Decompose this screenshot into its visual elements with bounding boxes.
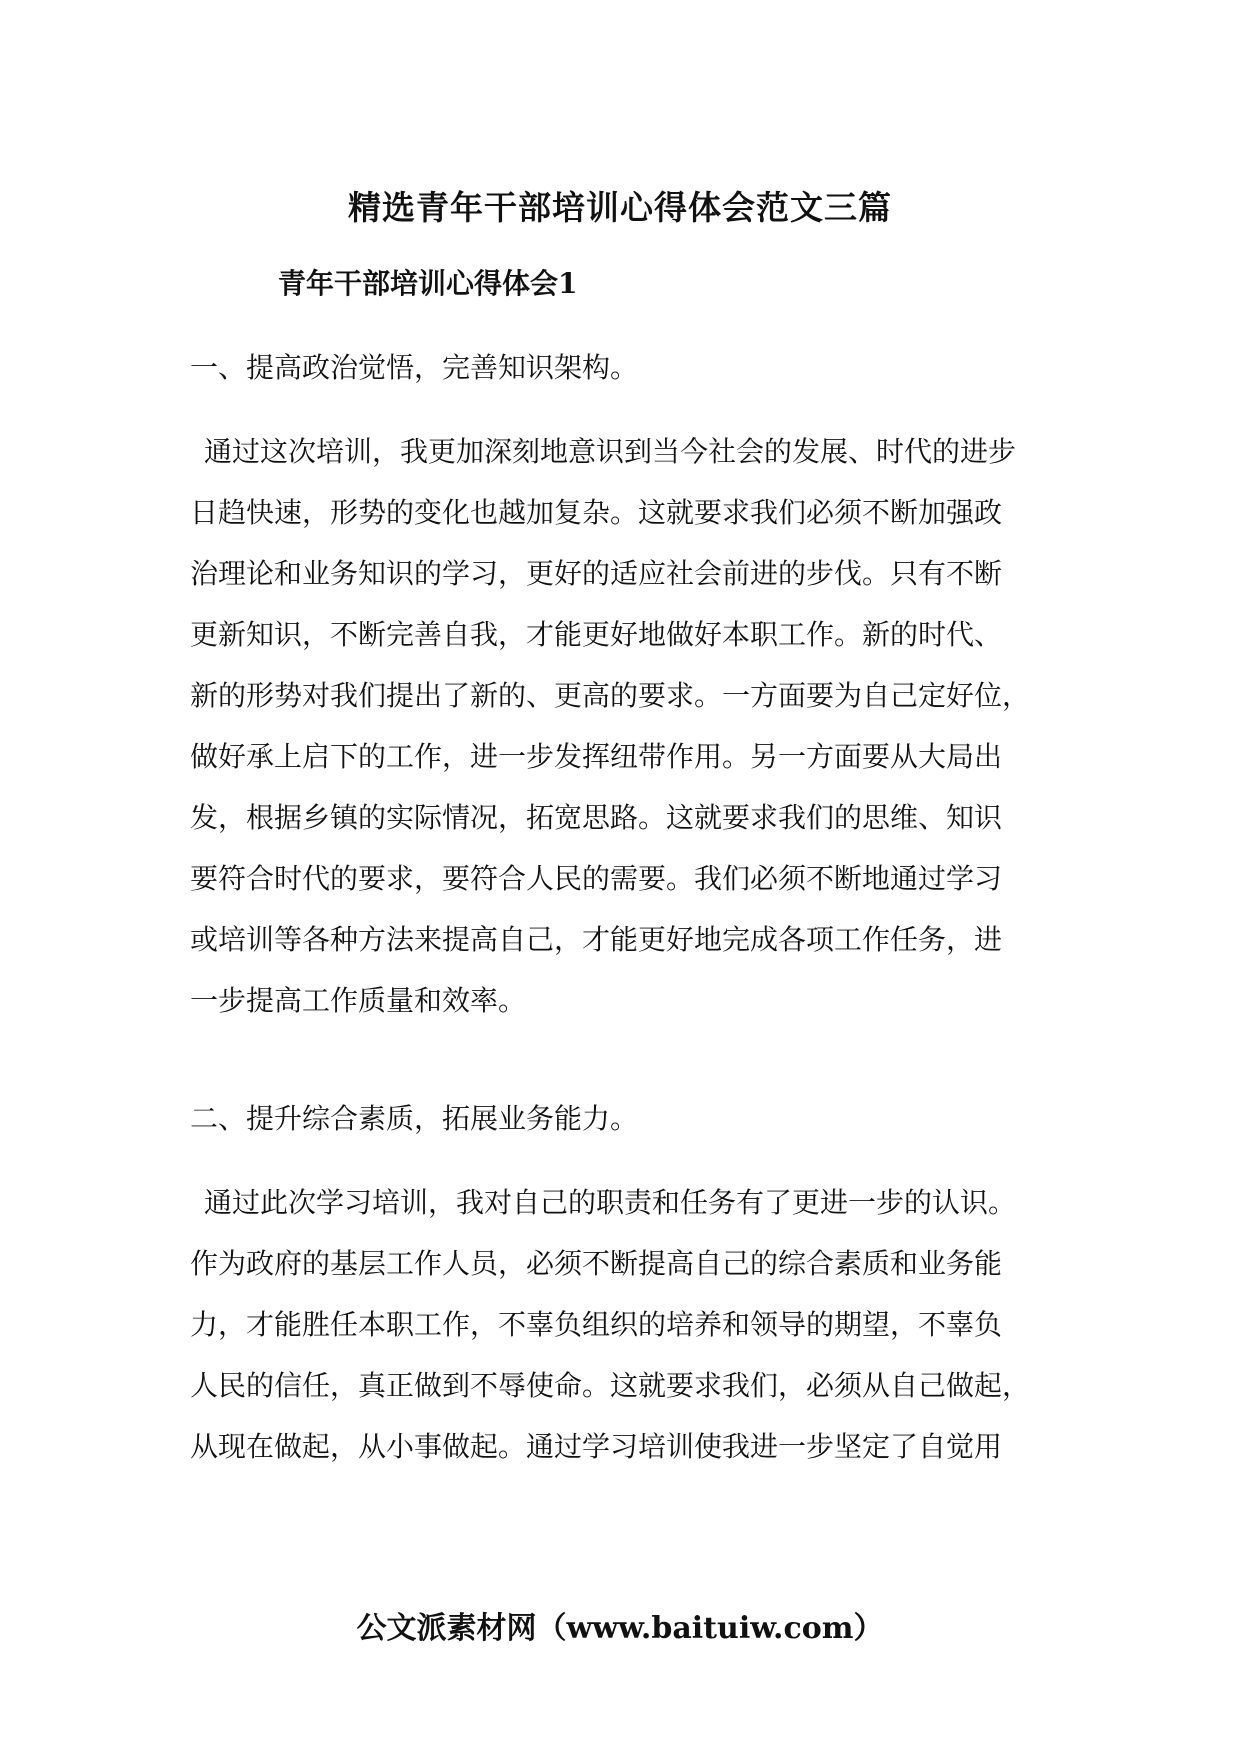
paragraph-line: 一步提高工作质量和效率。	[190, 984, 527, 1017]
paragraph-1	[190, 421, 1070, 1031]
paragraph-line: 力，才能胜任本职工作，不辜负组织的培养和领导的期望，不辜负	[190, 1308, 1003, 1341]
paragraph-line: 更新知识，不断完善自我，才能更好地做好本职工作。新的时代、	[190, 618, 1003, 651]
paragraph-line: 新的形势对我们提出了新的、更高的要求。一方面要为自己定好位，	[190, 679, 1031, 712]
paragraph-line: 日趋快速，形势的变化也越加复杂。这就要求我们必须不断加强政	[190, 496, 1003, 529]
paragraph-line: 治理论和业务知识的学习，更好的适应社会前进的步伐。只有不断	[190, 557, 1003, 590]
paragraph-line: 人民的信任，真正做到不辱使命。这就要求我们，必须从自己做起，	[190, 1369, 1031, 1402]
paragraph-line: 通过此次学习培训，我对自己的职责和任务有了更进一步的认识。	[204, 1186, 1017, 1219]
paragraph-line: 要符合时代的要求，要符合人民的需要。我们必须不断地通过学习	[190, 862, 1003, 895]
paragraph-line: 做好承上启下的工作，进一步发挥纽带作用。另一方面要从大局出	[190, 740, 1003, 773]
heading-1: 一、提高政治觉悟，完善知识架构。	[190, 351, 639, 384]
paragraph-line: 发，根据乡镇的实际情况，拓宽思路。这就要求我们的思维、知识	[190, 801, 1003, 834]
document-title: 精选青年干部培训心得体会范文三篇	[348, 188, 892, 227]
section-title: 青年干部培训心得体会1	[278, 267, 578, 300]
paragraph-line: 从现在做起，从小事做起。通过学习培训使我进一步坚定了自觉用	[190, 1430, 1003, 1463]
paragraph-line: 作为政府的基层工作人员，必须不断提高自己的综合素质和业务能	[190, 1247, 1003, 1280]
footer-watermark: 公文派素材网（www.baituiw.com）	[356, 1611, 884, 1646]
heading-2: 二、提升综合素质，拓展业务能力。	[190, 1102, 639, 1135]
paragraph-line: 或培训等各种方法来提高自己，才能更好地完成各项工作任务，进	[190, 923, 1003, 956]
paragraph-line: 通过这次培训，我更加深刻地意识到当今社会的发展、时代的进步	[204, 435, 1017, 468]
paragraph-2	[190, 1172, 1070, 1477]
